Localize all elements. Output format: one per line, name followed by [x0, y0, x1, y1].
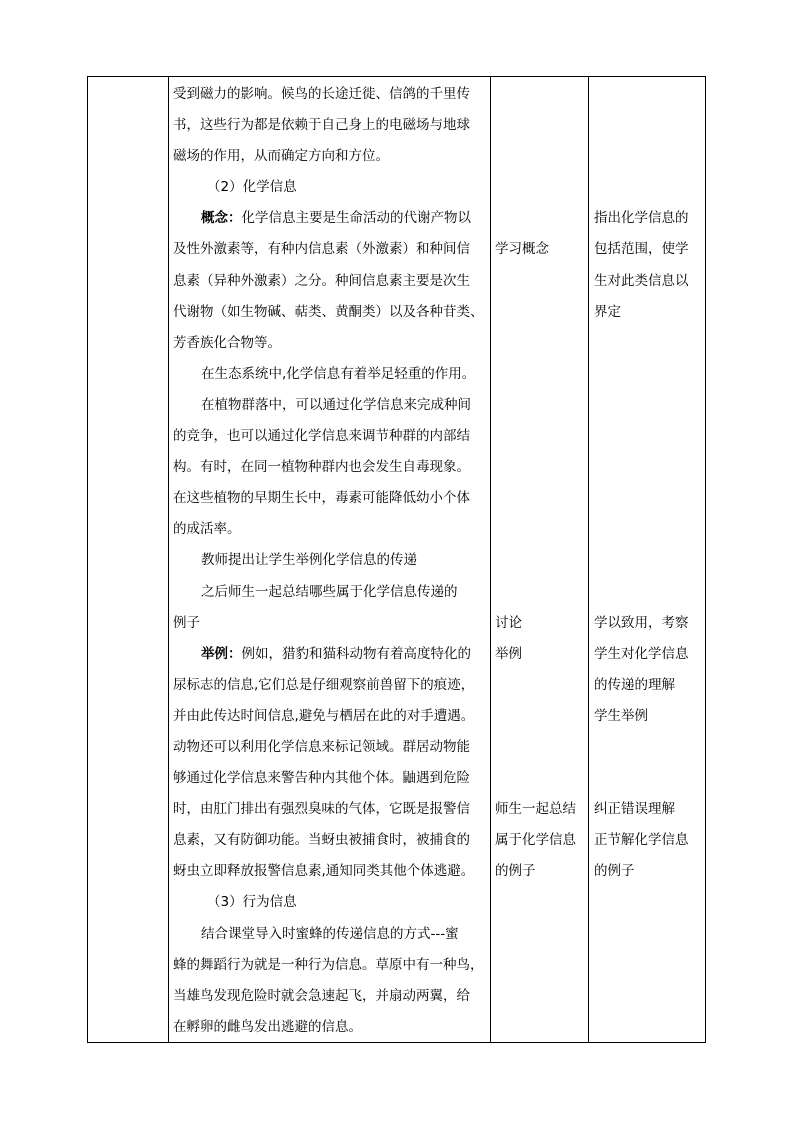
- text-line: 构。有时，在同一植物种群内也会发生自毒现象。: [173, 459, 470, 476]
- text-line: 蜂的舞蹈行为就是一种行为信息。草原中有一种鸟，: [173, 956, 484, 973]
- text-line: 代谢物（如生物碱、萜类、黄酮类）以及各种苷类、: [173, 303, 484, 320]
- intent-text: 指出化学信息的: [594, 210, 689, 227]
- intent-text: 正节解化学信息: [594, 832, 689, 849]
- text-line: 芳香族化合物等。: [173, 334, 281, 351]
- concept-text: 化学信息主要是生命活动的代谢产物以: [241, 210, 471, 227]
- teaching-content-column: [173, 79, 491, 1043]
- text-line: 例子: [173, 614, 200, 631]
- text-line: 并由此传达时间信息,避免与栖居在此的对手遭遇。: [173, 707, 475, 724]
- intent-text: 包括范围，使学: [594, 241, 689, 258]
- intent-text: 学生举例: [594, 707, 648, 724]
- intent-text: 学以致用，考察: [594, 614, 689, 631]
- text-line: 教师提出让学生举例化学信息的传递: [201, 552, 417, 569]
- example-label: 举例：: [201, 645, 242, 662]
- heading-chemical-info: （2）化学信息: [207, 179, 297, 196]
- text-line: [173, 203, 491, 234]
- text-line: 息素，又有防御功能。当蚜虫被捕食时，被捕食的: [173, 832, 470, 849]
- text-line: 在生态系统中,化学信息有着举足轻重的作用。: [201, 365, 476, 382]
- concept-label: 概念：: [201, 210, 242, 227]
- text-line: 时，由肛门排出有强烈臭味的气体，它既是报警信: [173, 801, 470, 818]
- design-intent-column: [594, 79, 702, 887]
- text-line: 及性外激素等，有种内信息素（外激素）和种间信: [173, 241, 470, 258]
- intent-text: 的传递的理解: [594, 676, 675, 693]
- text-line: 动物还可以利用化学信息来标记领域。群居动物能: [173, 738, 470, 755]
- text-line: 在这些植物的早期生长中，毒素可能降低幼小个体: [173, 490, 470, 507]
- heading-behavior-info: （3）行为信息: [207, 894, 297, 911]
- student-activity-example: 举例: [495, 645, 522, 662]
- student-activity-summary: 的例子: [495, 863, 536, 880]
- student-activity-discuss: 讨论: [495, 614, 522, 631]
- text-line: 的竞争，也可以通过化学信息来调节种群的内部结: [173, 428, 470, 445]
- text-line: 在植物群落中，可以通过化学信息来完成种间: [201, 396, 471, 413]
- text-line: 书，这些行为都是依赖于自己身上的电磁场与地球: [173, 117, 470, 134]
- text-line: 息素（异种外激素）之分。种间信息素主要是次生: [173, 272, 470, 289]
- text-line: 当雄鸟发现危险时就会急速起飞，并扇动两翼，给: [173, 987, 470, 1004]
- text-line: 在孵卵的雌鸟发出逃避的信息。: [173, 1018, 362, 1035]
- intent-text: 的例子: [594, 863, 635, 880]
- text-line: 结合课堂导入时蜜蜂的传递信息的方式---蜜: [201, 925, 459, 942]
- text-line: [173, 639, 491, 670]
- text-line: 蚜虫立即释放报警信息素,通知同类其他个体逃避。: [173, 863, 475, 880]
- intent-text: 学生对化学信息: [594, 645, 689, 662]
- student-activity-summary: 师生一起总结: [495, 801, 576, 818]
- text-line: 之后师生一起总结哪些属于化学信息传递的: [201, 583, 458, 600]
- intent-text: 纠正错误理解: [594, 801, 675, 818]
- intent-text: 界定: [594, 303, 621, 320]
- example-text: 例如，猎豹和猫科动物有着高度特化的: [241, 645, 471, 662]
- student-activity-learn: 学习概念: [495, 241, 549, 258]
- column-divider: [168, 77, 169, 1042]
- text-line: 磁场的作用，从而确定方向和方位。: [173, 148, 389, 165]
- column-divider: [588, 77, 589, 1042]
- text-line: 的成活率。: [173, 521, 241, 538]
- student-activity-summary: 属于化学信息: [495, 832, 576, 849]
- intent-text: 生对此类信息以: [594, 272, 689, 289]
- student-activity-column: [495, 79, 581, 887]
- text-line: 受到磁力的影响。候鸟的长途迁徙、信鸽的千里传: [173, 86, 470, 102]
- text-line: 够通过化学信息来警告种内其他个体。鼬遇到危险: [173, 770, 470, 787]
- text-line: 尿标志的信息,它们总是仔细观察前兽留下的痕迹，: [173, 676, 475, 693]
- lesson-table: [87, 76, 706, 1043]
